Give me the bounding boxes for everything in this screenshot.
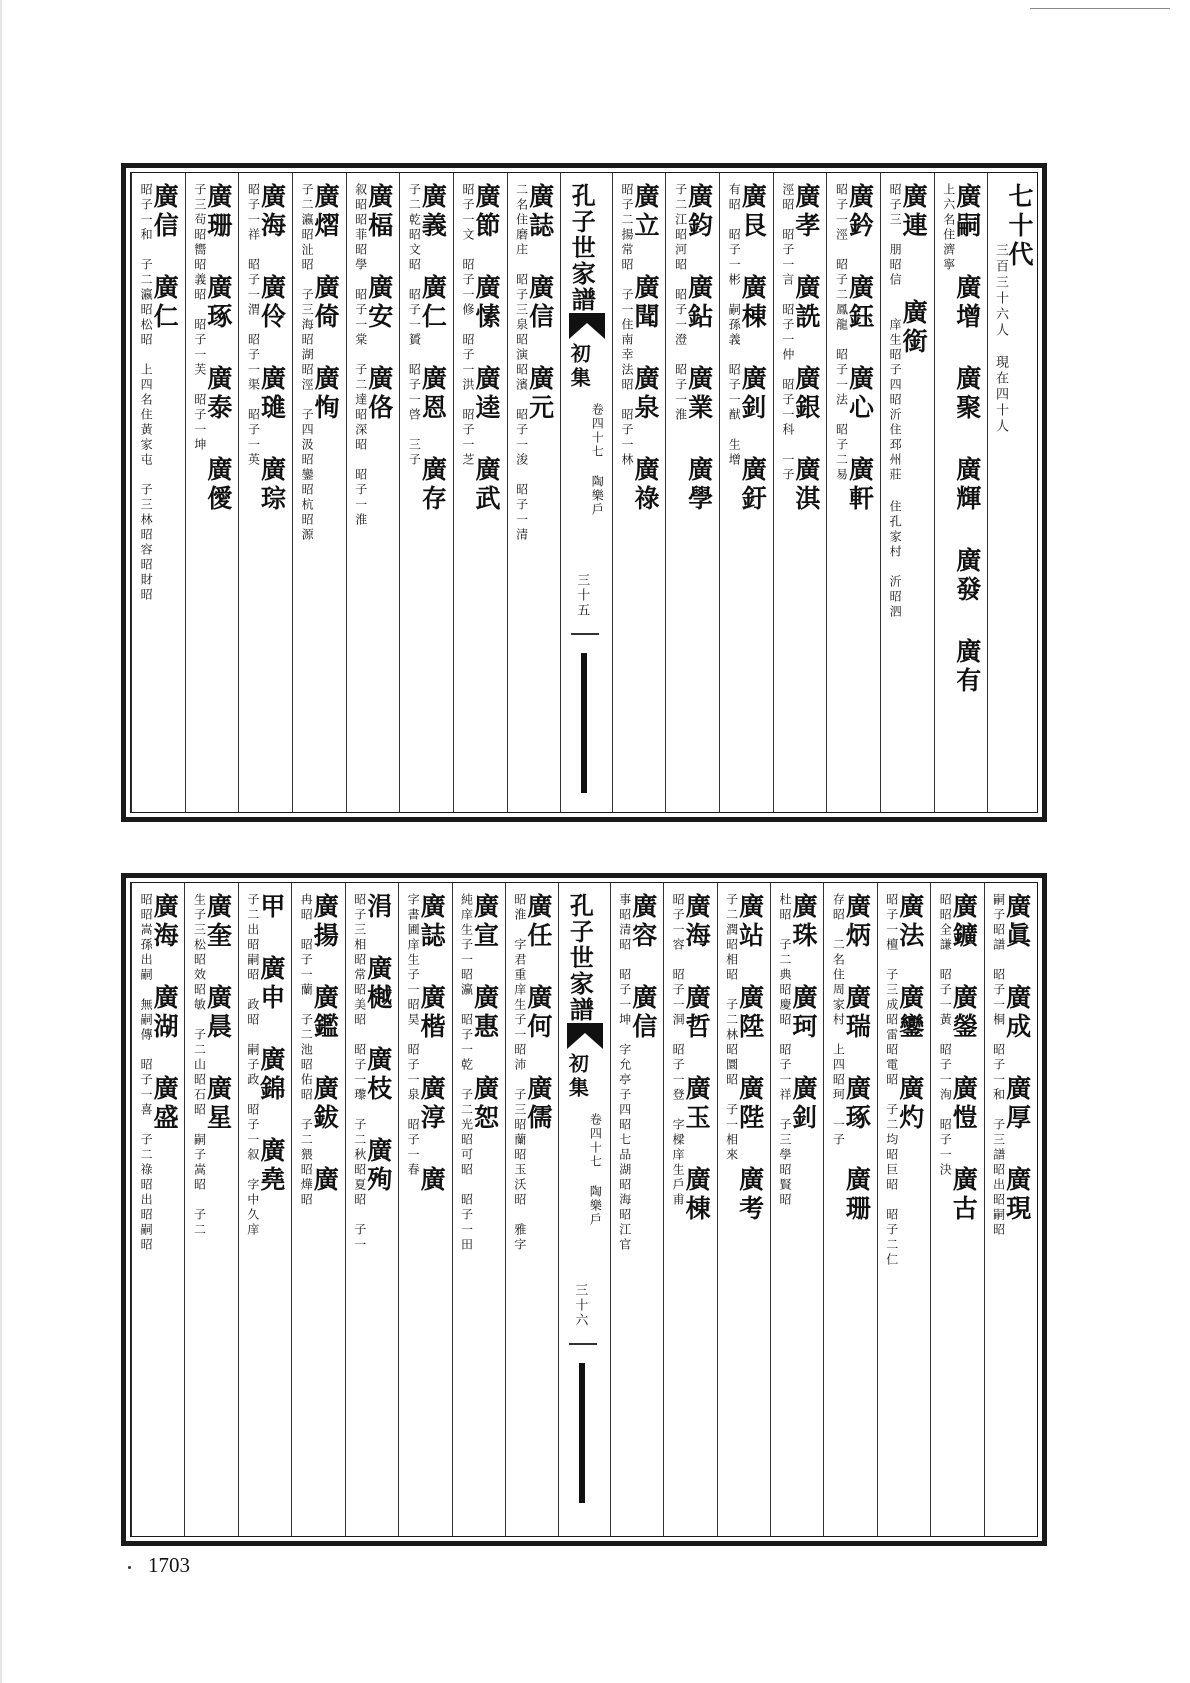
names: 廣海 廣哲 廣玉 廣棟: [682, 893, 712, 1224]
names: 廣法 廣鑾 廣灼: [895, 893, 925, 1133]
annotation: 昭淮 字君重庠生子一昭沛 子三昭蘭昭玉沃昭 雅字: [512, 893, 527, 1253]
annotation: 昭子三相昭常昭美昭 昭子一瓈 子二秋昭夏昭 子一: [352, 893, 367, 1253]
names: 廣任 廣何 廣儒: [523, 893, 553, 1133]
names: 廣艮 廣棟 廣釗 廣釪: [738, 183, 768, 514]
names: 廣誌 廣信 廣元: [525, 183, 555, 423]
annotation: 子二乾昭文昭 昭子一贇 昭子一啓 三子: [407, 183, 422, 468]
volume-label: 卷四十七 陶樂戶: [588, 1113, 603, 1227]
names: 甲 廣申 廣錦 廣堯: [256, 893, 286, 1195]
annotation: 杜昭 子二典昭慶昭 昭子一祥 子三學昭賢昭: [777, 893, 792, 1208]
names: 廣鈞 廣鉆 廣業 廣學: [684, 183, 714, 514]
annotation: 涇昭 昭子一言 昭子一仲 昭子一科 一子: [780, 183, 795, 483]
annotation: 昭昭嵩孫出嗣 無嗣傳 昭子一喜 子二祿昭出昭嗣昭: [139, 893, 154, 1253]
names: 廣海 廣伶 廣璡 廣琮: [257, 183, 287, 514]
annotation: 嗣子昭譜 昭子一桐 昭子一和 子三譜昭出昭嗣昭: [991, 893, 1006, 1238]
names: 廣宣 廣惠 廣恕: [470, 893, 500, 1133]
names: 廣孝 廣詵 廣銀 廣淇: [791, 183, 821, 514]
top-rule: [1030, 8, 1170, 9]
genealogy-column: [505, 883, 558, 1536]
annotation: 昭子二揚常昭 子一住南幸法昭 昭子一林: [619, 183, 634, 468]
annotation: 純庠生子一昭瀛 昭子一乾 子二光昭可昭 昭子一田: [459, 893, 474, 1253]
annotation: 子二江昭河昭 昭子一澄 昭子一淮: [673, 183, 688, 423]
annotation: 子二潤昭相昭 子二林昭圜昭 子一相來: [724, 893, 739, 1163]
genealogy-column: [610, 883, 663, 1536]
leaf-number: 三十六: [572, 1283, 588, 1328]
names: 廣炳 廣瑞 廣琢 廣珊: [842, 893, 872, 1224]
annotation: 生子三松昭效昭敏 子二山昭石昭 嗣子嵩昭 子二: [192, 893, 207, 1238]
names: 廣站 廣陞 廣陛 廣考: [735, 893, 765, 1224]
top-columns: [131, 173, 1037, 812]
genealogy-column: [453, 173, 507, 812]
annotation: 昭子三 朋昭信 庠生昭子四昭沂住邳州莊 住孔家村 沂昭泗: [888, 183, 903, 620]
genealogy-column: [665, 173, 719, 812]
bottom-columns: [131, 883, 1037, 1536]
genealogy-column: [452, 883, 505, 1536]
annotation: 昭子一祥 昭子一渭 昭子一渠 昭子一英: [246, 183, 261, 468]
annotation: 昭子一涇 昭子二鳳龍 昭子一法 昭子二易: [834, 183, 849, 483]
generation-count: 三百三十六人 現在四十人: [992, 243, 1008, 435]
annotation: 字書圃庠生子一昭昊 昭子一泉 昭子一春: [406, 893, 421, 1178]
annotation: 有昭 昭子一彬 嗣孫義 昭子一猷 生增: [727, 183, 742, 468]
genealogy-column: [663, 883, 716, 1536]
genealogy-column: [877, 883, 930, 1536]
names: 廣義 廣仁 廣恩 廣存: [418, 183, 448, 514]
names: 廣楅 廣安 廣佫: [364, 183, 394, 423]
spine-bar: [579, 1363, 585, 1503]
top-page-panel: [121, 163, 1047, 822]
annotation: 冉昭 昭子一蘭 子二池昭佑昭 子二猥昭燁昭: [299, 893, 314, 1208]
fishtail-mark-icon: [567, 1023, 603, 1049]
genealogy-column: [398, 883, 451, 1536]
genealogy-column: [826, 173, 880, 812]
genealogy-column: [292, 173, 346, 812]
genealogy-column: [880, 173, 934, 812]
genealogy-column: [770, 883, 823, 1536]
annotation: 昭昭全謙 昭子一黃 昭子一洵 昭子一決: [938, 893, 953, 1178]
collection-label: 初集: [567, 343, 592, 391]
names: 廣海 廣湖 廣盛: [150, 893, 180, 1133]
genealogy-column: [238, 883, 291, 1536]
genealogy-column: [717, 883, 770, 1536]
names: 涓 廣樾 廣枝 廣殉: [363, 893, 393, 1195]
annotation: 子二出昭嗣昭 政昭 嗣子政 昭子一叙 字中久庠: [245, 893, 260, 1238]
genealogy-column: [346, 173, 400, 812]
names: 廣節 廣愫 廣逵 廣武: [472, 183, 502, 514]
names: 廣嗣 廣增 廣聚 廣輝 廣發 廣有: [952, 183, 982, 696]
names: 廣容 廣信: [628, 893, 658, 1042]
annotation: 事昭清昭 昭子一坤 字允亭子四昭七品湖昭海昭江官: [617, 893, 632, 1253]
genealogy-column: [719, 173, 773, 812]
collection-label: 初集: [565, 1053, 590, 1101]
genealogy-column: [612, 173, 666, 812]
book-title: 孔子世家譜: [567, 183, 597, 313]
names: 廣誌 廣楷 廣淳 廣: [417, 893, 447, 1195]
names: 廣熠 廣倚 廣恂: [311, 183, 341, 423]
book-title: 孔子世家譜: [565, 893, 595, 1023]
leaf-number: 三十五: [574, 573, 590, 618]
names: 廣鈐 廣鈺 廣心 廣軒: [845, 183, 875, 514]
annotation: 存昭 二名住周家村 上四昭珂 一子: [831, 893, 846, 1148]
spine-rule: [569, 1343, 597, 1345]
names: 廣立 廣聞 廣泉 廣祿: [630, 183, 660, 514]
margin-dot: [128, 1566, 131, 1569]
genealogy-column: [238, 173, 292, 812]
page-edge: [0, 0, 2, 1683]
names: 廣揚 廣鑑 廣鈸 廣: [310, 893, 340, 1195]
genealogy-column: [131, 883, 184, 1536]
annotation: 子三茍昭嚮昭義昭 昭子一芙 昭子一坤: [192, 183, 207, 453]
generation-header: [987, 173, 1037, 812]
annotation: 昭子一容 昭子一洞 昭子一登 字樑庠生戶甫: [671, 893, 686, 1208]
annotation: 上六名住濟寧: [941, 183, 956, 273]
spine-bar: [581, 653, 587, 793]
page-number: 1703: [148, 1553, 190, 1577]
genealogy-column: [345, 883, 398, 1536]
annotation: 昭子一檀 子三成昭雷昭電昭 子二均昭巨昭 昭子二仁: [884, 893, 899, 1268]
names: 廣珊 廣琢 廣泰 廣僾: [203, 183, 233, 514]
genealogy-column: [930, 883, 983, 1536]
genealogy-column: [934, 173, 988, 812]
annotation: 子二瀛昭沚昭 子三海昭湖昭涇 子四汲昭鑾昭杭昭源: [300, 183, 315, 543]
annotation: 二名住磨庄 昭子三泉昭演昭濱 昭子一浚 昭子一清: [514, 183, 529, 543]
genealogy-column: [399, 173, 453, 812]
names: 廣鑛 廣鎣 廣愷 廣古: [949, 893, 979, 1224]
genealogy-column: [823, 883, 876, 1536]
genealogy-column: [291, 883, 344, 1536]
names: 廣信 廣仁: [150, 183, 180, 332]
book-spine: [558, 883, 609, 1536]
names: 廣眞 廣成 廣厚 廣現: [1002, 893, 1032, 1224]
genealogy-column: [773, 173, 827, 812]
names: 廣珠 廣珂 廣釗: [788, 893, 818, 1133]
genealogy-column: [184, 883, 237, 1536]
genealogy-column: [131, 173, 185, 812]
book-spine: [560, 173, 612, 812]
spine-rule: [571, 633, 599, 635]
fishtail-mark-icon: [569, 313, 605, 339]
genealogy-column: [507, 173, 561, 812]
genealogy-column: [984, 883, 1037, 1536]
bottom-page-panel: [121, 873, 1047, 1546]
generation-title: 七十代: [1004, 183, 1034, 270]
names: 廣連 廣銜: [899, 183, 929, 357]
annotation: 昭子一文 昭子一修 昭子一洪 昭子一芝: [461, 183, 476, 468]
volume-label: 卷四十七 陶樂戶: [590, 403, 605, 517]
annotation: 叙昭昭菲昭學 昭子一棠 子二達昭深昭 昭子一淮: [353, 183, 368, 528]
names: 廣奎 廣晨 廣星: [203, 893, 233, 1133]
genealogy-column: [185, 173, 239, 812]
top-page-frame: [130, 172, 1038, 813]
annotation: 昭子一和 子二瀛昭松昭 上四名住黃家屯 子三林昭容昭財昭: [139, 183, 154, 603]
bottom-page-frame: [130, 882, 1038, 1537]
